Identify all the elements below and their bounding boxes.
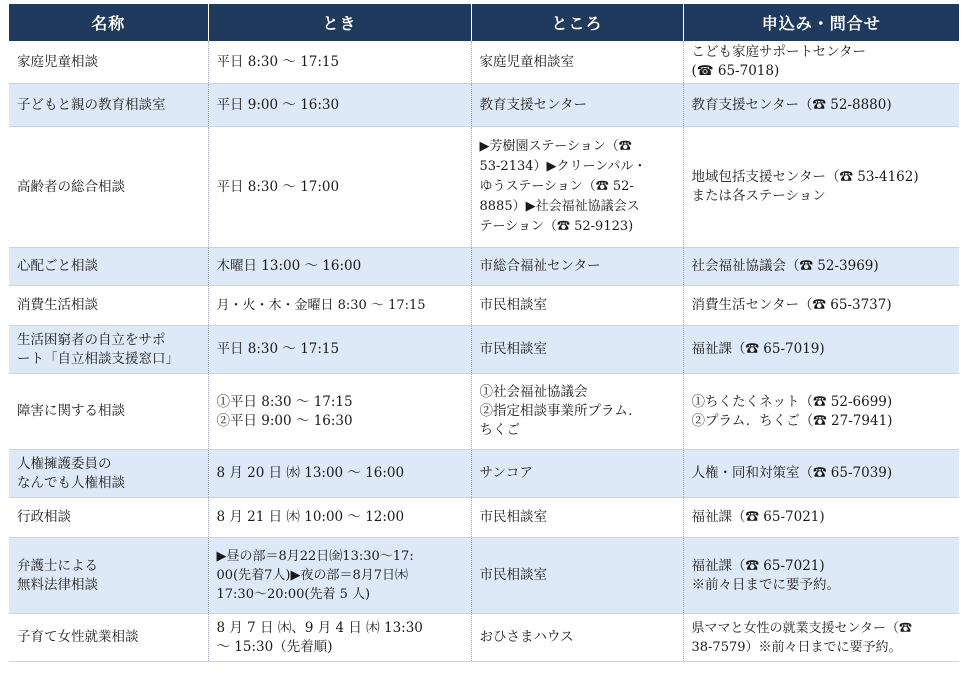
cell-time: 平日 8:30 ～ 17:15 [208, 41, 471, 84]
cell-name: 消費生活相談 [9, 286, 208, 326]
cell-place: サンコア [471, 450, 683, 498]
cell-name: 障害に関する相談 [9, 374, 208, 450]
cell-name: 弁護士による 無料法律相談 [9, 538, 208, 614]
cell-place: 市民相談室 [471, 286, 683, 326]
cell-place: 市総合福祉センター [471, 248, 683, 286]
cell-contact: 人権・同和対策室（☎ 65-7039) [683, 450, 959, 498]
header-place: ところ [471, 4, 683, 41]
cell-contact: 社会福祉協議会（☎ 52-3969) [683, 248, 959, 286]
table-row [9, 614, 959, 662]
cell-time: 8 月 7 日 ㈭、9 月 4 日 ㈭ 13:30 ～ 15:30（先着順) [208, 614, 471, 662]
cell-name: 子どもと親の教育相談室 [9, 84, 208, 127]
table-row [9, 248, 959, 286]
header-name: 名称 [9, 4, 208, 41]
cell-place: 教育支援センター [471, 84, 683, 127]
cell-contact: 福祉課（☎ 65-7021) ※前々日までに要予約。 [683, 538, 959, 614]
cell-time: 8 月 20 日 ㈬ 13:00 ～ 16:00 [208, 450, 471, 498]
cell-time: 月・火・木・金曜日 8:30 ～ 17:15 [208, 286, 471, 326]
cell-contact: 消費生活センター（☎ 65-3737) [683, 286, 959, 326]
cell-time: 8 月 21 日 ㈭ 10:00 ～ 12:00 [208, 498, 471, 538]
table-row [9, 41, 959, 84]
table-row [9, 498, 959, 538]
cell-name: 高齢者の総合相談 [9, 127, 208, 248]
table-row [9, 326, 959, 374]
cell-name: 人権擁護委員の なんでも人権相談 [9, 450, 208, 498]
cell-contact: 県ママと女性の就業支援センター（☎ 38-7579）※前々日までに要予約。 [683, 614, 959, 662]
table-row [9, 286, 959, 326]
cell-time: ▶昼の部＝8月22日㈮13:30～17: 00(先着7人)▶夜の部＝8月7日㈭ 17:30～20:00(先着 5 人) [208, 538, 471, 614]
cell-place: 家庭児童相談室 [471, 41, 683, 84]
cell-time: ①平日 8:30 ～ 17:15 ②平日 9:00 ～ 16:30 [208, 374, 471, 450]
cell-name: 心配ごと相談 [9, 248, 208, 286]
cell-name: 子育て女性就業相談 [9, 614, 208, 662]
table-row [9, 127, 959, 248]
cell-place: 市民相談室 [471, 498, 683, 538]
cell-place: ①社会福祉協議会 ②指定相談事業所プラム． ちくご [471, 374, 683, 450]
cell-place: おひさまハウス [471, 614, 683, 662]
cell-time: 平日 8:30 ～ 17:15 [208, 326, 471, 374]
cell-contact: 教育支援センター（☎ 52-8880) [683, 84, 959, 127]
table-row [9, 84, 959, 127]
cell-name: 生活困窮者の自立をサポ ート「自立相談支援窓口」 [9, 326, 208, 374]
cell-contact: 福祉課（☎ 65-7021) [683, 498, 959, 538]
header-contact: 申込み・問合せ [683, 4, 959, 41]
cell-time: 平日 8:30 ～ 17:00 [208, 127, 471, 248]
cell-contact: 地域包括支援センター（☎ 53-4162) または各ステーション [683, 127, 959, 248]
cell-time: 平日 9:00 ～ 16:30 [208, 84, 471, 127]
cell-place: 市民相談室 [471, 326, 683, 374]
table-row [9, 538, 959, 614]
cell-place: ▶芳樹園ステーション（☎ 53-2134）▶クリーンパル・ ゆうステーション（☎ 52- 8885）▶社会福祉協議会ス テーション（☎ 52-9123) [471, 127, 683, 248]
cell-contact: ①ちくたくネット（☎ 52-6699) ②プラム．ちくご（☎ 27-7941) [683, 374, 959, 450]
cell-contact: こども家庭サポートセンター (☎ 65-7018) [683, 41, 959, 84]
cell-place: 市民相談室 [471, 538, 683, 614]
cell-name: 行政相談 [9, 498, 208, 538]
table-row [9, 374, 959, 450]
table-row [9, 450, 959, 498]
cell-name: 家庭児童相談 [9, 41, 208, 84]
consultation-table [9, 4, 959, 662]
table-header-row [9, 4, 959, 41]
header-time: とき [208, 4, 471, 41]
cell-contact: 福祉課（☎ 65-7019) [683, 326, 959, 374]
cell-time: 木曜日 13:00 ～ 16:00 [208, 248, 471, 286]
